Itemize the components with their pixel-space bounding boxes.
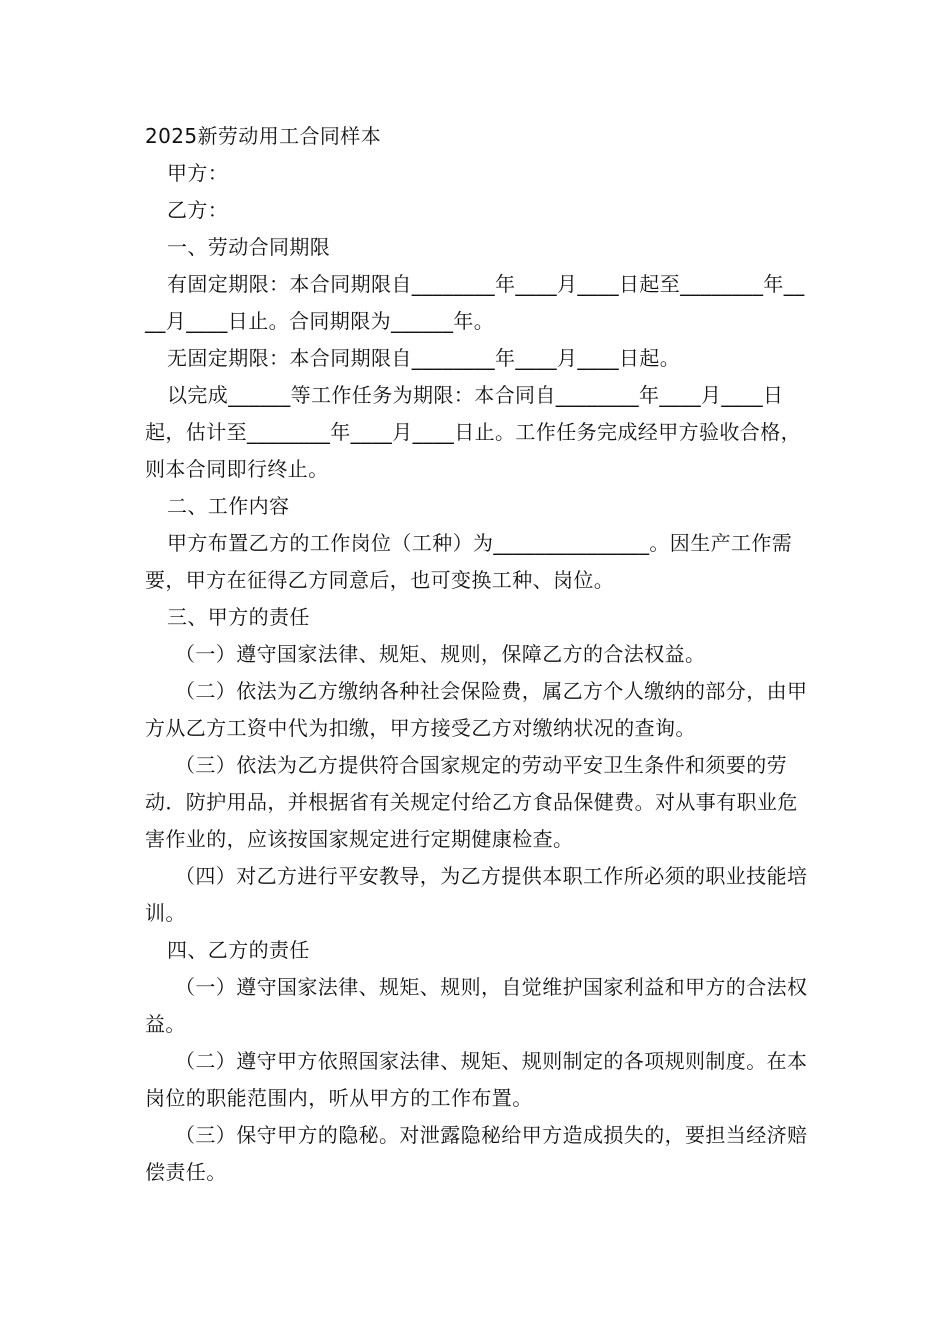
party-a-duty-2: （二）依法为乙方缴纳各种社会保险费，属乙方个人缴纳的部分，由甲方从乙方工资中代为扣缴，甲方接受乙方对缴纳状况的查询。: [145, 679, 808, 740]
document-title: 2025新劳动用工合同样本: [145, 124, 382, 148]
paragraph-work-position: 甲方布置乙方的工作岗位（工种）为_______________。因生产工作需要，甲方在征得乙方同意后，也可变换工种、岗位。: [145, 531, 793, 592]
paragraph-task-term: 以完成______等工作任务为期限：本合同自________年____月____日起，估计至________年____月____日止。工作任务完成经甲方验收合格，则本合同即行终止。: [145, 383, 801, 481]
section-heading-term: 一、劳动合同期限: [167, 235, 331, 259]
section-heading-work-content: 二、工作内容: [167, 494, 290, 518]
paragraph-open-term: 无固定期限：本合同期限自________年____月____日起。: [167, 346, 681, 370]
party-a-duty-1: （一）遵守国家法律、规矩、规则，保障乙方的合法权益。: [175, 642, 706, 666]
paragraph-fixed-term: 有固定期限：本合同期限自________年____月____日起至________年____月____日止。合同期限为______年。: [145, 272, 805, 333]
party-b-line: 乙方：: [167, 198, 229, 222]
party-a-line: 甲方：: [167, 161, 229, 185]
party-b-duty-1: （一）遵守国家法律、规矩、规则，自觉维护国家利益和甲方的合法权益。: [145, 975, 808, 1036]
section-heading-party-a-duties: 三、甲方的责任: [167, 605, 310, 629]
contract-document: [145, 118, 810, 1191]
party-a-duty-4: （四）对乙方进行平安教导，为乙方提供本职工作所必须的职业技能培训。: [145, 864, 808, 925]
party-b-duty-3: （三）保守甲方的隐秘。对泄露隐秘给甲方造成损失的，要担当经济赔偿责任。: [145, 1123, 808, 1184]
party-b-duty-2: （二）遵守甲方依照国家法律、规矩、规则制定的各项规则制度。在本岗位的职能范围内，听从甲方的工作布置。: [145, 1049, 808, 1110]
section-heading-party-b-duties: 四、乙方的责任: [167, 938, 310, 962]
party-a-duty-3: （三）依法为乙方提供符合国家规定的劳动平安卫生条件和须要的劳动．防护用品，并根据省有关规定付给乙方食品保健费。对从事有职业危害作业的，应该按国家规定进行定期健康检查。: [145, 753, 798, 851]
